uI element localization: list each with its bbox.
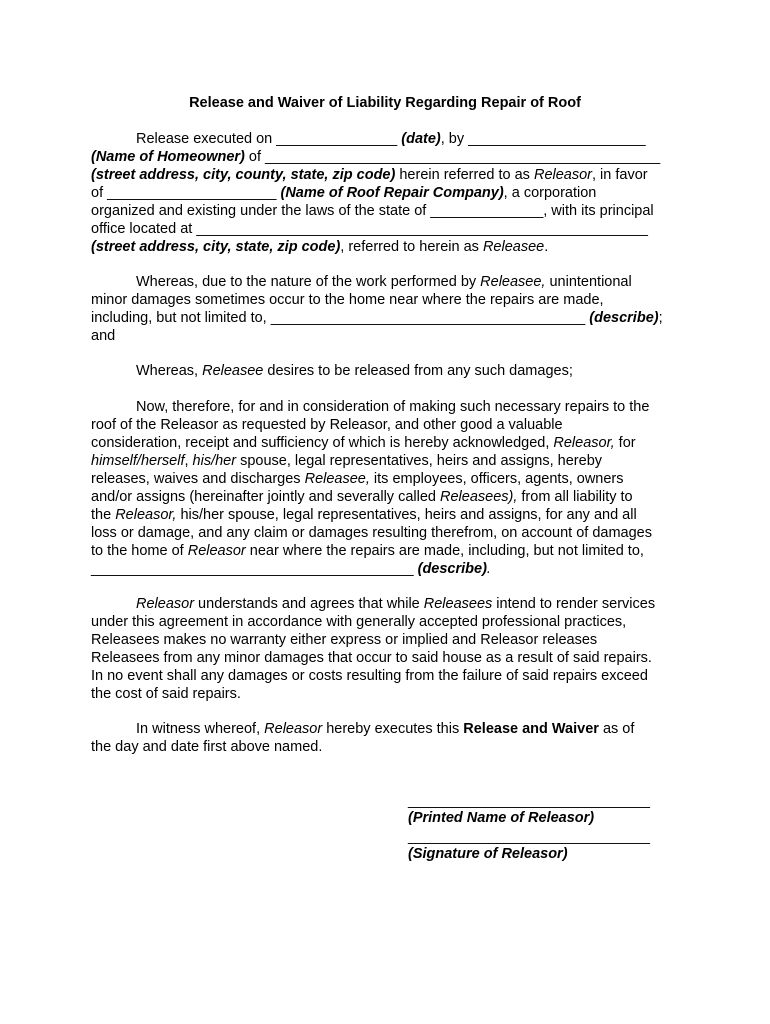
para5-line2: under this agreement in accordance with generally accepted professional practices, bbox=[91, 614, 627, 630]
para4-line6: and/or assigns (hereinafter jointly and severally called Releasees), from all liability to bbox=[91, 489, 633, 505]
para4-line8: loss or damage, and any claim or damages resulting therefrom, on account of damages bbox=[91, 525, 652, 541]
para1-line4: of _____________________ (Name of Roof Repair Company), a corporation bbox=[91, 185, 597, 201]
para2-line2: minor damages sometimes occur to the home near where the repairs are made, bbox=[91, 292, 604, 308]
para4-line2: roof of the Releasor as requested by Releasor, and other good a valuable bbox=[91, 417, 563, 433]
para1-line5: organized and existing under the laws of the state of ______________, with its principal bbox=[91, 203, 654, 219]
para1-line2: (Name of Homeowner) of _________________________________________________ bbox=[91, 149, 661, 165]
para1-line1: Release executed on _______________ (date), by ______________________ bbox=[136, 131, 646, 147]
para6-line1: In witness whereof, Releasor hereby executes this Release and Waiver as of bbox=[136, 721, 635, 737]
para4-line4: himself/herself, his/her spouse, legal representatives, heirs and assigns, hereby bbox=[91, 453, 603, 469]
para2-line1: Whereas, due to the nature of the work performed by Releasee, unintentional bbox=[136, 274, 632, 290]
para5-line6: the cost of said repairs. bbox=[91, 686, 241, 702]
para1-line3: (street address, city, county, state, zip code) herein referred to as Releasor, in favor bbox=[91, 167, 648, 183]
para4-line3: consideration, receipt and sufficiency of which is hereby acknowledged, Releasor, for bbox=[91, 435, 636, 451]
para5-line3: Releasees makes no warranty either express or implied and Releasor releases bbox=[91, 632, 598, 648]
para2-line4: and bbox=[91, 328, 116, 344]
para1-line6: office located at ________________________________________________________ bbox=[91, 221, 648, 237]
para4-line7: the Releasor, his/her spouse, legal representatives, heirs and assigns, for any and all bbox=[91, 507, 637, 523]
signature-label: (Signature of Releasor) bbox=[408, 846, 568, 862]
document-title: Release and Waiver of Liability Regarding Repair of Roof bbox=[189, 95, 581, 111]
para4-line5: releases, waives and discharges Releasee, its employees, officers, agents, owners bbox=[91, 471, 624, 487]
para4-line9: to the home of Releasor near where the repairs are made, including, but not limited to, bbox=[91, 543, 644, 559]
para3-line1: Whereas, Releasee desires to be released from any such damages; bbox=[136, 363, 573, 379]
para6-line2: the day and date first above named. bbox=[91, 739, 323, 755]
para4-line10: ________________________________________ (describe). bbox=[91, 561, 491, 577]
printed-name-line: ______________________________ bbox=[408, 793, 650, 809]
para4-line1: Now, therefore, for and in consideration of making such necessary repairs to the bbox=[136, 399, 650, 415]
para1-line7: (street address, city, state, zip code), referred to herein as Releasee. bbox=[91, 239, 549, 255]
para5-line5: In no event shall any damages or costs resulting from the failure of said repairs exceed bbox=[91, 668, 648, 684]
printed-name-label: (Printed Name of Releasor) bbox=[408, 810, 595, 826]
para5-line1: Releasor understands and agrees that while Releasees intend to render services bbox=[136, 596, 656, 612]
para5-line4: Releasees from any minor damages that occur to said house as a result of said repairs. bbox=[91, 650, 652, 666]
signature-line: ______________________________ bbox=[408, 829, 650, 845]
para2-line3: including, but not limited to, _______________________________________ (describe); bbox=[91, 310, 663, 326]
